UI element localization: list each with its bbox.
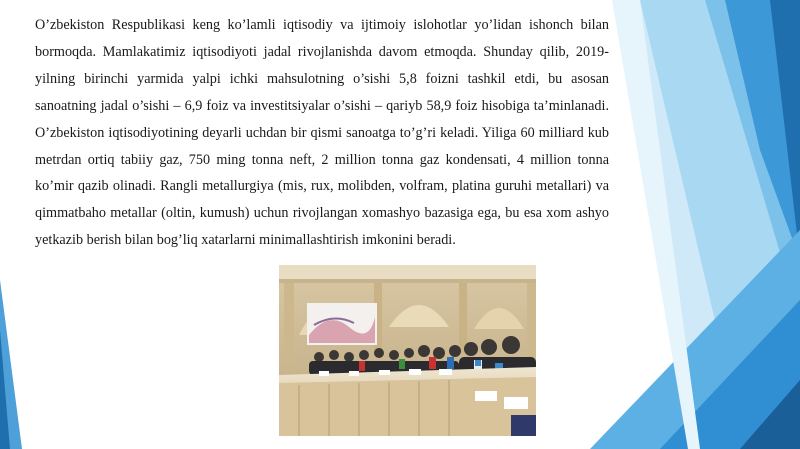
conference-photo — [279, 265, 536, 436]
slide-body-text: O’zbekiston Respublikasi keng ko’lamli iqtisodiy va ijtimoiy islohotlar yo’lidan ishonch bilan bormoqda. Mamlakatimiz iqtisodiyoti jadal rivojlanishda davom etmoqda. Shunday qilib, 2019-yilning birinchi yarmida yalpi ichki mahsulotning o’sishi 5,8 foizni tashkil etdi, bu asosan sanoatning jadal o’sishi – 6,9 foiz va investitsiyalar o’sishi – qariyb 58,9 foiz hisobiga ta’minlanadi. O’zbekiston iqtisodiyotining deyarli uchdan bir qismi sanoatga to’g’ri keladi. Yiliga 60 milliard kub metrdan ortiq tabiiy gaz, 750 ming tonna neft, 2 million tonna gaz kondensati, 4 million tonna ko’mir qazib olinadi. Rangli metallurgiya (mis, rux, molibden, volfram, platina guruhi metallari) va qimmatbaho metallar (oltin, kumush) uchun rivojlangan xomashyo bazasiga ega, bu esa xom ashyo yetkazib berish bilan bog’liq xatarlarni minimallashtirish imkonini beradi. — [35, 17, 609, 249]
conference-hall-image — [279, 265, 536, 436]
